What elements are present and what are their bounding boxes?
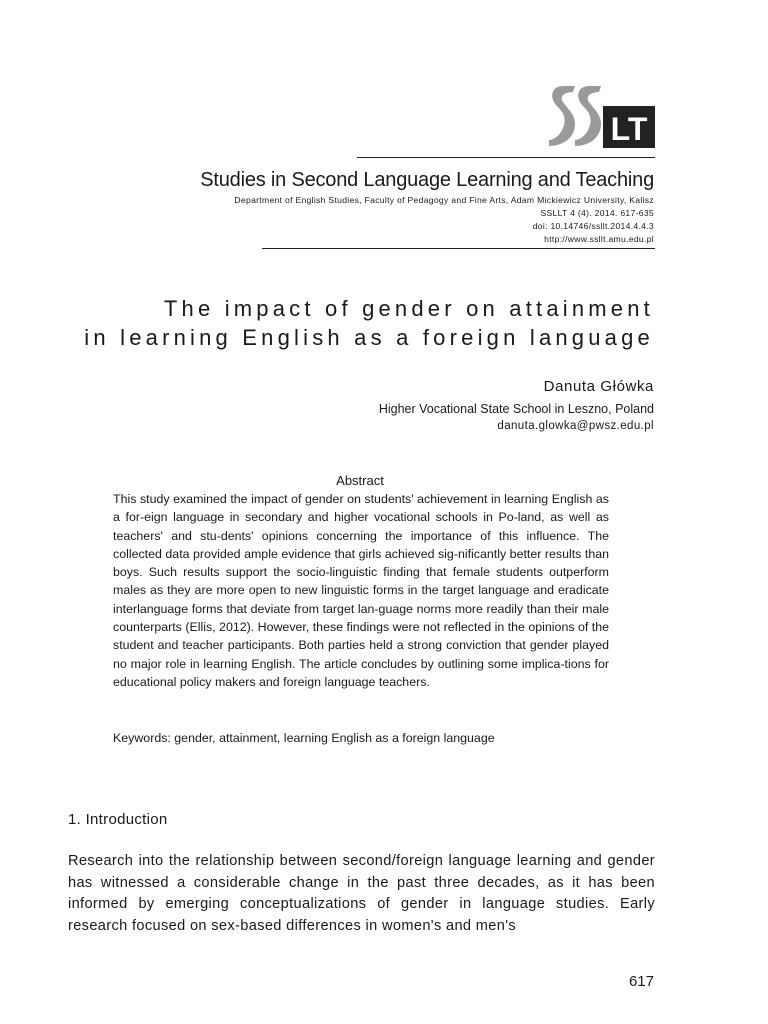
journal-url[interactable]: http://www.ssllt.amu.edu.pl bbox=[544, 234, 654, 244]
keywords: Keywords: gender, attainment, learning English as a foreign language bbox=[113, 731, 495, 745]
header-bottom-rule bbox=[262, 248, 655, 249]
journal-title: Studies in Second Language Learning and Teaching bbox=[200, 169, 654, 191]
author-email[interactable]: danuta.glowka@pwsz.edu.pl bbox=[497, 420, 654, 432]
paper-title-line-2: in learning English as a foreign language bbox=[84, 325, 654, 350]
abstract-heading: Abstract bbox=[336, 473, 384, 488]
introduction-paragraph: Research into the relationship between second/foreign language learning and gender has witnessed a considerable change in the past three decades, as it has been informed by emerging conceptualizations of gender in language studies. Early research focused on sex-based differences in women's and men's bbox=[68, 853, 655, 934]
author-name: Danuta Główka bbox=[543, 378, 654, 395]
journal-citation: SSLLT 4 (4). 2014. 617-635 bbox=[540, 208, 654, 218]
page-number: 617 bbox=[628, 973, 654, 990]
logo-s-mark-1 bbox=[549, 86, 575, 146]
journal-doi: doi: 10.14746/ssllt.2014.4.4.3 bbox=[532, 221, 654, 231]
author-affiliation: Higher Vocational State School in Leszno, Poland bbox=[378, 402, 654, 416]
logo-s-mark-2 bbox=[575, 86, 601, 146]
journal-logo bbox=[549, 84, 655, 148]
section-heading-introduction: 1. Introduction bbox=[68, 811, 168, 828]
paper-title-line-1: The impact of gender on attainment bbox=[163, 296, 654, 321]
header-top-rule bbox=[357, 157, 655, 158]
abstract-text: This study examined the impact of gender on students' achievement in learning English as a for-eign language in secondary and higher vocational schools in Po-land, as well as teachers' and stu-dents' opinions concerning the importance of this influence. The collected data provided ample evidence that girls achieved sig-nificantly better results than boys. Such results support the socio-linguistic finding that female students outperform males as they are more open to new linguistic forms in the target language and eradicate interlanguage forms that deviate from target lan-guage norms more readily than their male counterparts (Ellis, 2012). However, these findings were not reflected in the opinions of the student and teacher participants. Both parties held a strong conviction that gender played no major role in learning English. The article concludes by outlining some implica-tions for educational policy makers and foreign language teachers. bbox=[113, 492, 609, 689]
journal-department: Department of English Studies, Faculty of Pedagogy and Fine Arts, Adam Mickiewicz University, Kalisz bbox=[234, 195, 654, 205]
logo-lt-text: LT bbox=[610, 111, 648, 147]
